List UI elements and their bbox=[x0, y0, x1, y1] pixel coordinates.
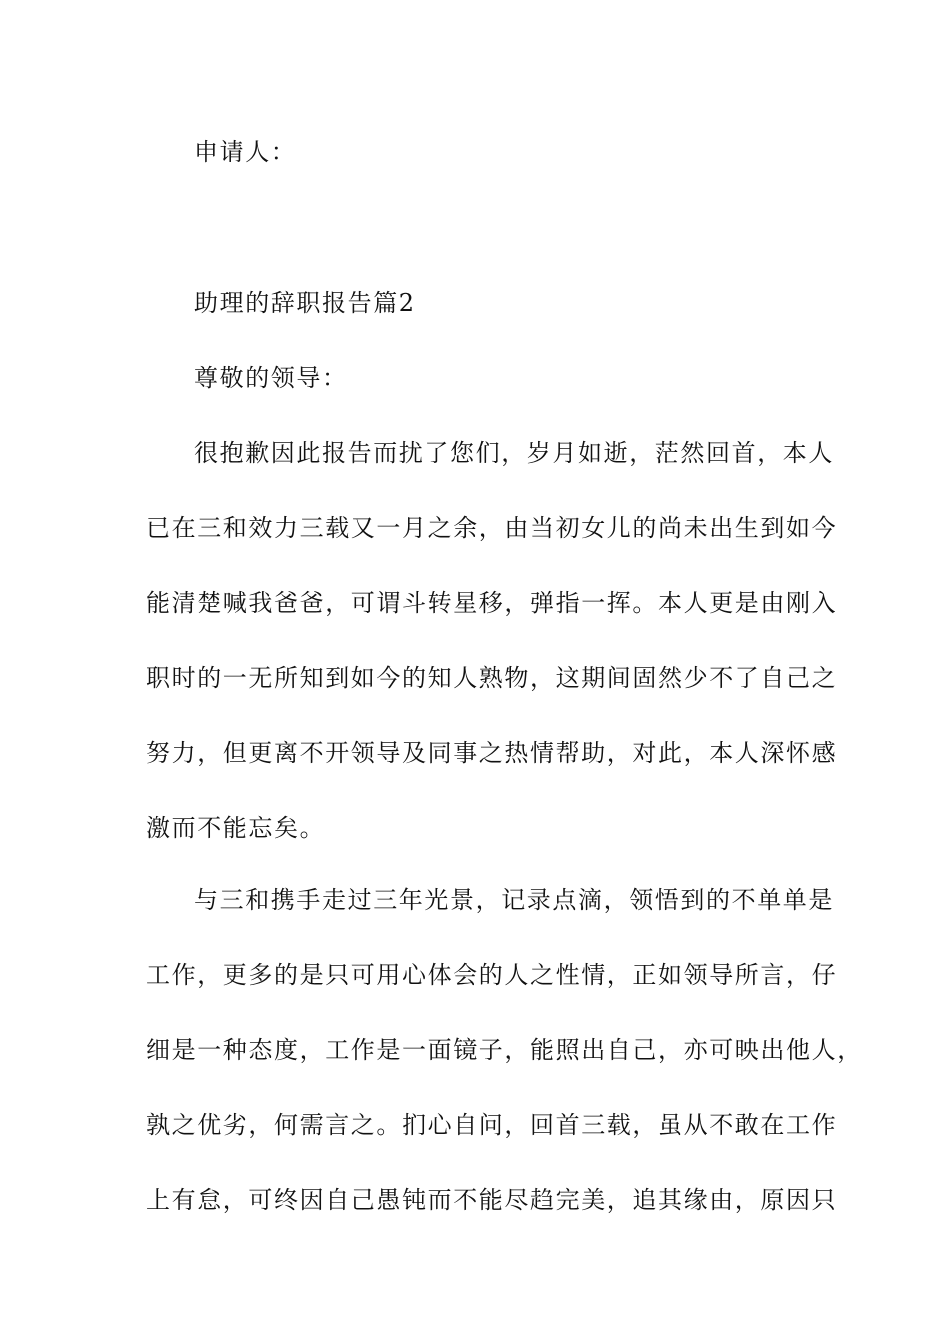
paragraph-line: 努力，但更离不开领导及同事之热情帮助，对此，本人深怀感 bbox=[146, 739, 838, 767]
paragraph-line: 细是一种态度，工作是一面镜子，能照出自己，亦可映出他人， bbox=[146, 1036, 863, 1064]
paragraph-line: 能清楚喊我爸爸，可谓斗转星移，弹指一挥。本人更是由刚入 bbox=[146, 589, 838, 617]
paragraph-line: 孰之优劣，何需言之。扪心自问，回首三载，虽从不敢在工作 bbox=[146, 1111, 838, 1139]
paragraph-line: 上有怠，可终因自己愚钝而不能尽趋完美，追其缘由，原因只 bbox=[146, 1186, 838, 1214]
paragraph-line: 工作，更多的是只可用心体会的人之性情，正如领导所言，仔 bbox=[146, 961, 838, 989]
paragraph-line: 激而不能忘矣。 bbox=[146, 814, 326, 842]
paragraph-line: 已在三和效力三载又一月之余，由当初女儿的尚未出生到如今 bbox=[146, 514, 838, 542]
signature-label: 申请人： bbox=[194, 138, 297, 166]
section-title: 助理的辞职报告篇2 bbox=[194, 289, 416, 317]
paragraph-line: 职时的一无所知到如今的知人熟物，这期间固然少不了自己之 bbox=[146, 664, 838, 692]
paragraph-line: 很抱歉因此报告而扰了您们，岁月如逝，茫然回首，本人 bbox=[194, 439, 834, 467]
paragraph-line: 与三和携手走过三年光景，记录点滴，领悟到的不单单是 bbox=[194, 886, 834, 914]
salutation: 尊敬的领导： bbox=[194, 364, 348, 392]
